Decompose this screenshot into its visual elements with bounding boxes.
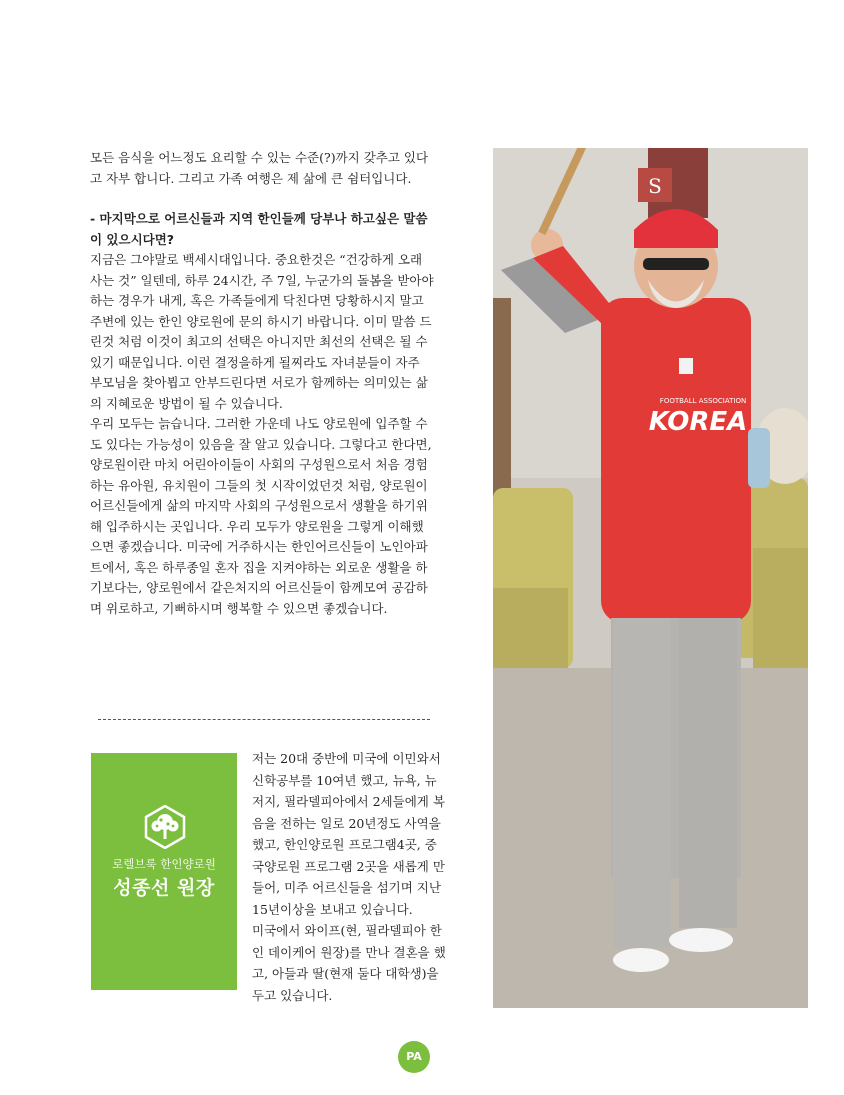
intro-paragraph: 모든 음식을 어느정도 요리할 수 있는 수준(?)까지 갖추고 있다고 자부 합니다. 그리고 가족 여행은 제 삶에 큰 쉼터입니다. [90, 150, 429, 186]
jersey-korea-text: KOREA [648, 407, 748, 437]
dashed-divider [98, 719, 430, 720]
page-tab: PA [398, 1041, 430, 1073]
tree-logo-icon [143, 805, 187, 849]
jersey-text [649, 397, 748, 437]
article-text [90, 148, 435, 619]
profile-badge [91, 753, 237, 990]
profile-bio [252, 748, 448, 1006]
photo-illustration [493, 148, 808, 1008]
bio-paragraph-1: 저는 20대 중반에 미국에 이민와서 신학공부를 10여년 했고, 뉴욕, 뉴저지, 필라델피아에서 2세들에게 복음을 전하는 일로 20년정도 사역을 했고, 한인양로원 프로그램4곳, 중국양로원 프로그램 2곳을 새롭게 만들어, 미주 어르신들을 섬기며 지난 15년이상을 보내고 있습니다. [252, 751, 445, 917]
bio-paragraph-2: 미국에서 와이프(현, 필라델피아 한인 데이케어 원장)를 만나 결혼을 했고, 아들과 딸(현재 둘다 대학생)을 두고 있습니다. [252, 923, 446, 1003]
jersey-small-text: FOOTBALL ASSOCIATION [659, 397, 747, 405]
answer-paragraph-1: 지금은 그야말로 백세시대입니다. 중요한것은 “건강하게 오래 사는 것” 일텐데, 하루 24시간, 주 7일, 누군가의 돌봄을 받아야 하는 경우가 내게, 혹은 가족들에게 닥친다면 당황하시지 말고 주변에 있는 한인 양로원에 문의 하시기 바랍니다. 이미 말씀 드린것 처럼 이것이 최고의 선택은 아니지만 최선의 선택은 될 수 있기 때문입니다. 이런 결정을하게 될찌라도 자녀분들이 자주 부모님을 찾아뵙고 안부드린다면 서로가 함께하는 의미있는 삶의 지혜로운 방법이 될 수 있습니다. [90, 252, 434, 411]
director-photo [493, 148, 808, 1008]
answer-paragraph-2: 우리 모두는 늙습니다. 그러한 가운데 나도 양로원에 입주할 수도 있다는 가능성이 있음을 잘 알고 있습니다. 그렇다고 한다면, 양로원이란 마치 어린아이들이 사회의 구성원으로서 처음 경험 하는 유아원, 유치원이 그들의 첫 시작이었던것 처럼, 양로원이 어르신들에게 삶의 마지막 사회의 구성원으로서 생활을 하기위해 입주하시는 곳입니다. 우리 모두가 양로원을 그렇게 이해했으면 좋겠습니다. 미국에 거주하시는 한인어르신들이 노인아파트에서, 혹은 하루종일 혼자 집을 지켜야하는 외로운 생활을 하기보다는, 양로원에서 같은처지의 어르신들이 함께모여 공감하며 위로하고, 기뻐하시며 행복할 수 있으면 좋겠습니다. [90, 416, 432, 616]
org-name: 로렐브룩 한인양로원 [112, 857, 216, 871]
wall-letter: S [648, 174, 662, 198]
wall-sign [638, 168, 672, 202]
person-name: 성종선 원장 [113, 877, 215, 899]
interview-question: - 마지막으로 어르신들과 지역 한인들께 당부나 하고싶은 말씀이 있으시다면? [90, 211, 428, 247]
